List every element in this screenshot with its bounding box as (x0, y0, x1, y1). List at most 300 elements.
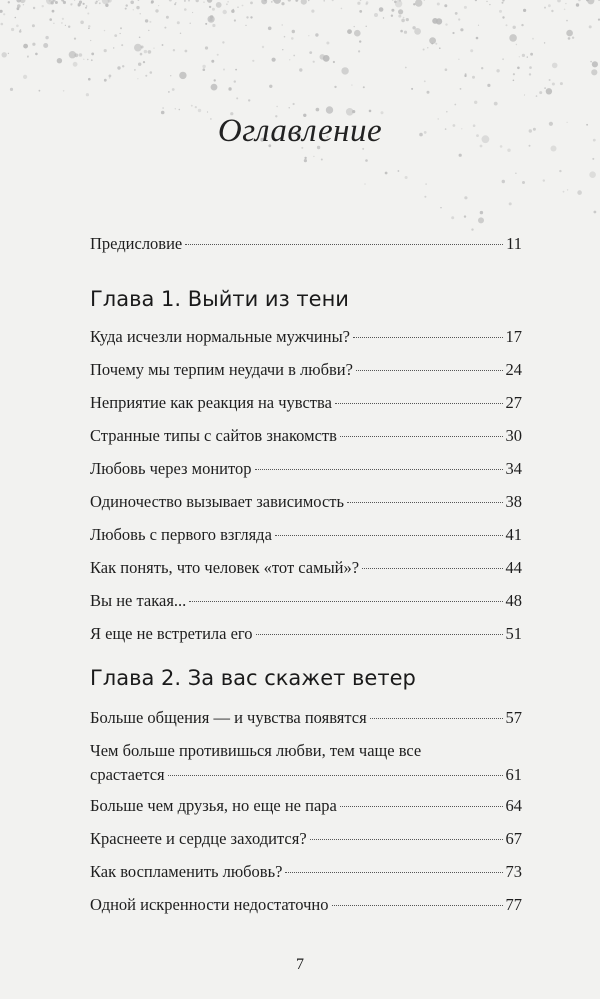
speckle-dot (557, 0, 561, 2)
speckle-dot (245, 25, 246, 26)
speckle-dot (589, 171, 596, 178)
speckle-dot (464, 6, 467, 9)
dot-leader (335, 403, 503, 404)
speckle-dot (15, 17, 17, 19)
speckle-dot (173, 49, 175, 51)
speckle-dot (126, 4, 128, 6)
speckle-dot (63, 90, 65, 92)
toc-entry[interactable] (90, 827, 522, 851)
speckle-dot (233, 9, 235, 11)
speckle-dot (68, 26, 70, 28)
speckle-dot (592, 61, 598, 67)
entry-title: Одиночество вызывает зависимость (90, 492, 345, 511)
toc-entry[interactable] (90, 325, 522, 349)
speckle-dot (496, 69, 499, 72)
speckle-dot (502, 16, 504, 18)
entry-title-line-2: срастается (90, 765, 165, 784)
speckle-dot (158, 5, 159, 6)
speckle-dot (164, 27, 166, 29)
speckle-dot (39, 90, 41, 92)
speckle-dot (78, 4, 81, 7)
speckle-dot (42, 5, 44, 7)
speckle-dot (291, 37, 294, 40)
speckle-dot (544, 87, 546, 89)
speckle-dot (262, 46, 264, 48)
speckle-dot (133, 9, 134, 10)
speckle-dot (273, 0, 281, 4)
toc-entry[interactable] (90, 622, 522, 646)
speckle-dot (332, 0, 334, 1)
speckle-dot (234, 80, 236, 82)
speckle-dot (301, 0, 307, 5)
speckle-dot (282, 24, 283, 25)
entry-page: 51 (505, 624, 522, 643)
entry-page: 34 (505, 459, 522, 478)
speckle-dot (502, 58, 504, 60)
speckle-dot (502, 2, 504, 4)
dot-leader (362, 568, 502, 569)
speckle-dot (499, 10, 502, 13)
speckle-dot (1, 23, 4, 26)
speckle-dot (424, 0, 425, 1)
speckle-dot (73, 62, 78, 67)
entry-page: 11 (506, 234, 522, 253)
speckle-dot (529, 66, 532, 69)
dot-leader (340, 806, 503, 807)
speckle-dot (354, 26, 355, 27)
speckle-dot (192, 12, 193, 13)
speckle-dot (406, 18, 409, 21)
speckle-dot (121, 44, 123, 46)
speckle-dot (509, 34, 517, 42)
speckle-dot (237, 7, 238, 8)
speckle-dot (32, 24, 35, 27)
speckle-dot (203, 68, 206, 71)
speckle-dot (149, 21, 151, 23)
speckle-dot (379, 7, 384, 12)
speckle-dot (293, 55, 295, 57)
speckle-dot (184, 8, 187, 11)
speckle-dot (366, 1, 369, 4)
speckle-dot (23, 44, 28, 49)
speckle-dot (217, 54, 219, 56)
speckle-dot (88, 78, 91, 81)
speckle-dot (391, 9, 394, 12)
dot-leader (256, 634, 503, 635)
speckle-dot (139, 37, 141, 39)
speckle-dot (113, 47, 114, 48)
speckle-dot (347, 29, 352, 34)
speckle-dot (104, 79, 107, 82)
speckle-dot (502, 0, 504, 2)
speckle-dot (151, 1, 154, 4)
toc-entry[interactable] (90, 358, 522, 382)
entry-page: 30 (505, 426, 522, 445)
speckle-dot (478, 25, 479, 26)
speckle-dot (506, 24, 508, 26)
speckle-dot (61, 22, 62, 23)
speckle-dot (289, 59, 290, 60)
speckle-dot (292, 30, 295, 33)
dot-leader (275, 535, 503, 536)
toc-entry[interactable] (90, 589, 522, 613)
entry-page: 44 (505, 558, 522, 577)
speckle-dot (43, 43, 48, 48)
speckle-dot (282, 49, 283, 50)
speckle-dot (170, 75, 171, 76)
speckle-dot (138, 62, 141, 65)
toc-entry[interactable] (90, 490, 522, 514)
speckle-dot (10, 88, 13, 91)
speckle-dot (308, 0, 310, 1)
speckle-dot (489, 4, 490, 5)
speckle-dot (522, 54, 525, 57)
entry-title: Предисловие (90, 234, 183, 253)
speckle-dot (487, 84, 490, 87)
speckle-dot (57, 58, 62, 63)
toc-entry[interactable] (90, 706, 522, 730)
entry-title: Неприятие как реакция на чувства (90, 393, 332, 412)
entry-page: 77 (505, 895, 522, 914)
speckle-dot (27, 55, 28, 56)
speckle-dot (145, 19, 148, 22)
speckle-dot (486, 1, 487, 2)
speckle-dot (99, 2, 101, 4)
speckle-dot (552, 63, 558, 69)
entry-title: Как понять, что человек «тот самый»? (90, 558, 360, 577)
speckle-dot (532, 38, 534, 40)
speckle-dot (53, 23, 54, 24)
speckle-dot (455, 12, 458, 15)
entry-title: Куда исчезли нормальные мужчины? (90, 327, 351, 346)
entry-page: 48 (505, 591, 522, 610)
speckle-dot (145, 75, 147, 77)
speckle-dot (91, 59, 93, 61)
speckle-dot (587, 0, 594, 4)
speckle-dot (205, 46, 208, 49)
speckle-dot (74, 0, 75, 1)
speckle-dot (401, 19, 405, 23)
dot-leader (353, 337, 502, 338)
speckle-dot (216, 2, 222, 8)
speckle-dot (143, 61, 145, 63)
entry-title: Вы не такая... (90, 591, 187, 610)
speckle-dot (405, 67, 407, 69)
speckle-dot (196, 0, 199, 2)
speckle-dot (223, 10, 227, 14)
speckle-dot (568, 37, 571, 40)
speckle-dot (272, 58, 276, 62)
speckle-dot (549, 79, 551, 81)
speckle-dot (223, 69, 225, 71)
speckle-dot (475, 0, 477, 1)
speckle-dot (529, 73, 531, 75)
toc-entry[interactable] (90, 424, 522, 448)
speckle-dot (91, 53, 94, 56)
speckle-dot (208, 16, 215, 23)
speckle-dot (315, 33, 318, 36)
speckle-dot (162, 44, 164, 46)
speckle-dot (235, 69, 237, 71)
entry-title: Одной искренности недостаточно (90, 895, 329, 914)
speckle-dot (134, 44, 142, 52)
speckle-dot (52, 10, 55, 13)
entry-title: Почему мы терпим неудачи в любви? (90, 360, 353, 379)
speckle-dot (437, 3, 440, 6)
chapter-2-heading[interactable]: Глава 2. За вас скажет ветер (90, 666, 416, 690)
speckle-dot (155, 9, 158, 12)
speckle-dot (202, 65, 205, 68)
toc-entry-two-line[interactable] (90, 739, 522, 787)
speckle-dot (513, 80, 515, 82)
speckle-dot (333, 61, 335, 63)
speckle-dot (460, 28, 463, 31)
speckle-dot (242, 5, 244, 7)
speckle-dot (530, 53, 533, 56)
speckle-dot (144, 50, 147, 53)
speckle-dot (527, 56, 528, 57)
speckle-dot (268, 27, 272, 31)
dot-leader (168, 775, 503, 776)
dot-leader (189, 601, 502, 602)
speckle-dot (363, 86, 365, 88)
speckle-dot (169, 0, 172, 2)
speckle-dot (357, 2, 360, 5)
speckle-dot (8, 1, 10, 3)
speckle-dot (136, 6, 139, 9)
speckle-dot (11, 28, 14, 31)
speckle-dot (592, 158, 594, 160)
speckle-dot (452, 32, 454, 34)
speckle-dot (398, 15, 401, 18)
speckle-dot (519, 56, 520, 57)
speckle-dot (458, 59, 459, 60)
toc-entry[interactable] (90, 794, 522, 818)
entry-title: Я еще не встретила его (90, 624, 253, 643)
speckle-dot (190, 23, 191, 24)
chapter-1-heading[interactable]: Глава 1. Выйти из тени (90, 287, 349, 311)
speckle-dot (444, 4, 447, 7)
speckle-dot (114, 34, 117, 37)
speckle-dot (252, 60, 254, 62)
speckle-dot (572, 37, 574, 39)
speckle-dot (334, 86, 336, 88)
speckle-dot (117, 66, 120, 69)
speckle-dot (214, 79, 216, 81)
speckle-dot (95, 2, 97, 4)
entry-page: 17 (505, 327, 522, 346)
speckle-dot (35, 53, 38, 56)
speckle-dot (227, 1, 229, 3)
entry-title: Больше общения — и чувства появятся (90, 708, 367, 727)
entry-title: Любовь с первого взгляда (90, 525, 272, 544)
dot-leader (185, 244, 503, 245)
speckle-dot (105, 4, 108, 7)
speckle-dot (109, 77, 111, 79)
speckle-dot (513, 73, 515, 75)
speckle-dot (150, 71, 153, 74)
speckle-dot (174, 3, 176, 5)
speckle-dot (374, 13, 378, 17)
speckle-dot (20, 0, 26, 3)
speckle-dot (323, 0, 325, 2)
speckle-dot (464, 75, 466, 77)
speckle-dot (184, 0, 186, 2)
speckle-dot (153, 48, 154, 49)
speckle-dot (516, 44, 517, 45)
speckle-dot (65, 25, 66, 26)
dot-leader (356, 370, 503, 371)
speckle-dot (120, 27, 122, 29)
speckle-dot (140, 13, 141, 14)
entry-title: Странные типы с сайтов знакомств (90, 426, 337, 445)
speckle-dot (269, 85, 272, 88)
speckle-dot (551, 10, 553, 12)
page-title: Оглавление (217, 113, 383, 149)
speckle-dot (122, 65, 124, 67)
entry-title: Как воспламенить любовь? (90, 862, 283, 881)
speckle-dot (148, 50, 152, 54)
speckle-dot (137, 78, 138, 79)
speckle-dot (45, 36, 48, 39)
speckle-dot (98, 0, 99, 1)
speckle-dot (412, 26, 415, 29)
speckle-dot (517, 67, 520, 70)
entry-page: 64 (505, 796, 522, 815)
page-number: 7 (296, 956, 304, 973)
speckle-dot (33, 7, 35, 9)
speckle-dot (23, 75, 27, 79)
speckle-dot (185, 50, 188, 53)
speckle-dot (560, 82, 563, 85)
speckle-dot (138, 0, 140, 1)
speckle-dot (359, 10, 362, 13)
toc-entry[interactable] (90, 457, 522, 481)
speckle-dot (212, 8, 215, 11)
speckle-dot (391, 15, 393, 17)
speckle-dot (246, 16, 248, 18)
speckle-dot (62, 18, 64, 20)
speckle-dot (476, 37, 479, 40)
speckle-dot (432, 18, 438, 24)
speckle-dot (308, 35, 309, 36)
speckle-dot (166, 16, 169, 19)
toc-entry-preface[interactable] (90, 232, 522, 256)
speckle-dot (513, 26, 516, 29)
speckle-dot (88, 25, 90, 27)
entry-page: 57 (505, 708, 522, 727)
speckle-dot (564, 9, 566, 11)
dot-leader (340, 436, 503, 437)
speckle-dot (86, 5, 88, 7)
speckle-dot (590, 61, 592, 63)
dot-leader (310, 839, 503, 840)
speckle-dot (87, 13, 89, 15)
entry-page: 67 (505, 829, 522, 848)
speckle-dot (299, 68, 302, 71)
speckle-dot (311, 10, 314, 13)
speckle-dot (351, 84, 352, 85)
speckle-dot (250, 2, 253, 5)
speckle-dot (544, 7, 546, 9)
speckle-dot (284, 36, 286, 38)
speckle-dot (55, 1, 58, 4)
toc-entry[interactable] (90, 523, 522, 547)
speckle-dot (458, 18, 460, 20)
speckle-dot (472, 76, 475, 79)
speckle-dot (366, 26, 367, 27)
speckle-dot (431, 43, 433, 45)
entry-page: 27 (505, 393, 522, 412)
speckle-dot (120, 33, 121, 34)
speckle-dot (86, 93, 89, 96)
speckle-dot (360, 0, 362, 1)
speckle-dot (179, 72, 186, 79)
speckle-dot (288, 0, 291, 2)
toc-entry[interactable] (90, 391, 522, 415)
speckle-dot (566, 20, 568, 22)
speckle-dot (250, 16, 252, 18)
speckle-dot (87, 59, 88, 60)
speckle-dot (16, 25, 19, 28)
speckle-dot (83, 3, 85, 5)
entry-second-line (90, 763, 522, 787)
speckle-dot (566, 30, 573, 37)
toc-entry[interactable] (90, 860, 522, 884)
speckle-dot (281, 2, 284, 5)
speckle-dot (23, 4, 24, 5)
speckle-dot (90, 40, 91, 41)
speckle-dot (1, 52, 6, 57)
entry-title: Любовь через монитор (90, 459, 252, 478)
toc-entry[interactable] (90, 556, 522, 580)
speckle-dot (3, 13, 5, 15)
speckle-dot (141, 46, 144, 49)
speckle-dot (523, 9, 526, 12)
speckle-dot (209, 6, 211, 8)
entry-title-line-1: Чем больше противишься любви, тем чаще все (90, 741, 422, 760)
speckle-dot (445, 23, 447, 25)
speckle-dot (424, 80, 426, 82)
toc-entry[interactable] (90, 893, 522, 917)
speckle-dot (439, 47, 441, 49)
speckle-dot (392, 0, 394, 1)
speckle-dot (74, 38, 76, 40)
speckle-dot (576, 3, 579, 6)
speckle-dot (445, 68, 448, 71)
speckle-dot (341, 8, 343, 10)
speckle-dot (203, 1, 205, 3)
speckle-dot (313, 61, 315, 63)
dot-leader (332, 905, 503, 906)
speckle-dot (565, 3, 566, 4)
speckle-dot (404, 31, 407, 34)
speckle-dot (69, 51, 76, 58)
speckle-dot (423, 49, 425, 51)
speckle-dot (222, 41, 224, 43)
entry-page: 41 (505, 525, 522, 544)
speckle-dot (205, 23, 207, 25)
speckle-dot (109, 75, 112, 78)
speckle-dot (207, 0, 212, 3)
speckle-dot (177, 21, 180, 24)
speckle-dot (403, 17, 405, 19)
speckle-dot (309, 51, 312, 54)
speckle-dot (578, 0, 581, 1)
speckle-dot (148, 30, 149, 31)
speckle-dot (140, 53, 143, 56)
entry-page: 38 (505, 492, 522, 511)
